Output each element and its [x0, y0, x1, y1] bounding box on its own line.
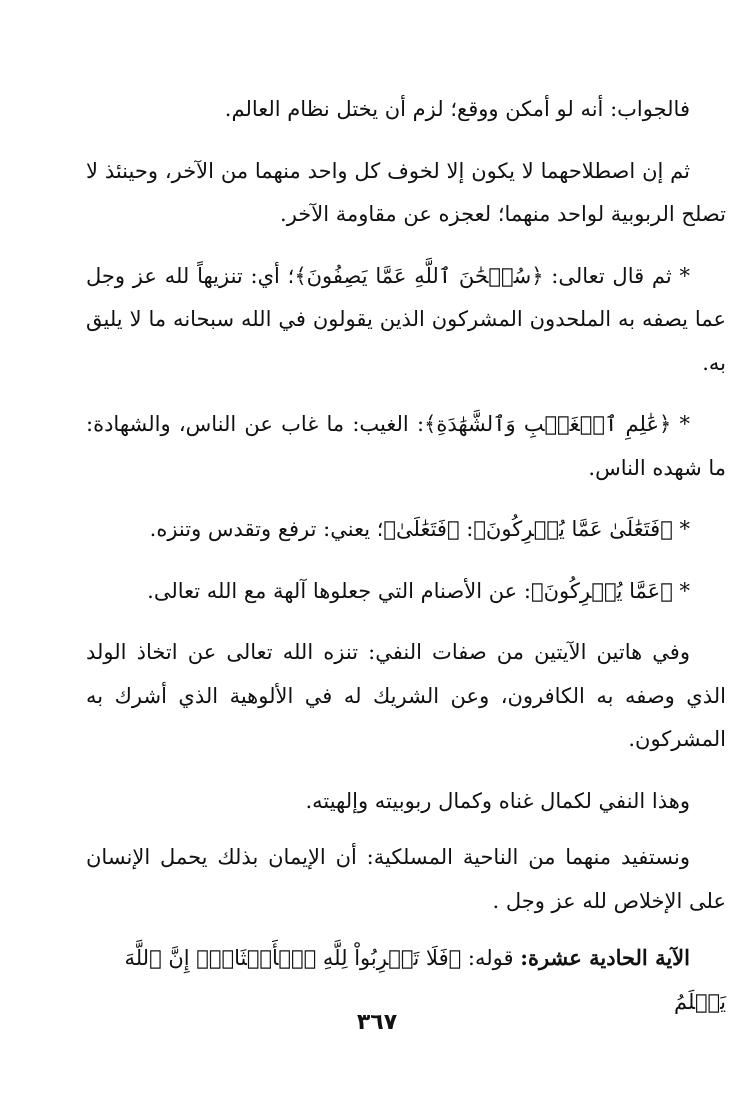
verse-eleven-heading: الآية الحادية عشرة: [520, 945, 690, 970]
paragraph-fataala: * ﴿فَتَعَٰلَىٰ عَمَّا يُشۡرِكُونَ﴾: ﴿فَتَعَٰلَىٰ﴾؛ يعني: ترفع وتقدس وتنزه. [149, 517, 690, 541]
paragraph-reconciliation: ثم إن اصطلاحهما لا يكون إلا لخوف كل واحد منهما من الآخر، وحينئذ لا تصلح الربوبية لواحد منهما؛ لعجزه عن مقاومة الآخر. [86, 158, 726, 226]
paragraph-behavioral-benefit: ونستفيد منهما من الناحية المسلكية: أن الإيمان بذلك يحمل الإنسان على الإخلاص لله عز وجل . [86, 845, 726, 913]
paragraph-perfection: وهذا النفي لكمال غناه وكمال ربوبيته وإلهيته. [305, 788, 690, 813]
paragraph-subhan-allah: * ثم قال تعالى: ﴿سُبۡحَٰنَ ٱللَّهِ عَمَّا يَصِفُونَ﴾؛ أي: تنزيهاً لله عز وجل عما يصفه به الملحدون المشركون الذين يقولون في الله سبحانه ما لا يليق به. [86, 263, 726, 375]
paragraph-alim-alghayb: * ﴿عَٰلِمِ ٱلۡغَيۡبِ وَٱلشَّهَٰدَةِ﴾: الغيب: ما غاب عن الناس، والشهادة: ما شهده الناس. [86, 412, 726, 480]
page-number: ٣٦٧ [356, 1010, 398, 1035]
paragraph-amma-yushrikun: * ﴿عَمَّا يُشۡرِكُونَ﴾: عن الأصنام التي جعلوها آلهة مع الله تعالى. [147, 578, 690, 603]
page-body [86, 88, 726, 1024]
paragraph-answer: فالجواب: أنه لو أمكن ووقع؛ لزم أن يختل نظام العالم. [224, 97, 690, 121]
paragraph-negation-attributes: وفي هاتين الآيتين من صفات النفي: تنزه الله تعالى عن اتخاذ الولد الذي وصفه به الكافرون، وعن الشريك له في الألوهية الذي أشرك به المشركون. [86, 640, 726, 751]
verse-eleven-text: قوله: ﴿فَلَا تَضۡرِبُواْ لِلَّهِ ٱلۡأَمۡثَالَۚ إِنَّ ٱللَّهَ يَعۡلَمُ [124, 946, 726, 1014]
